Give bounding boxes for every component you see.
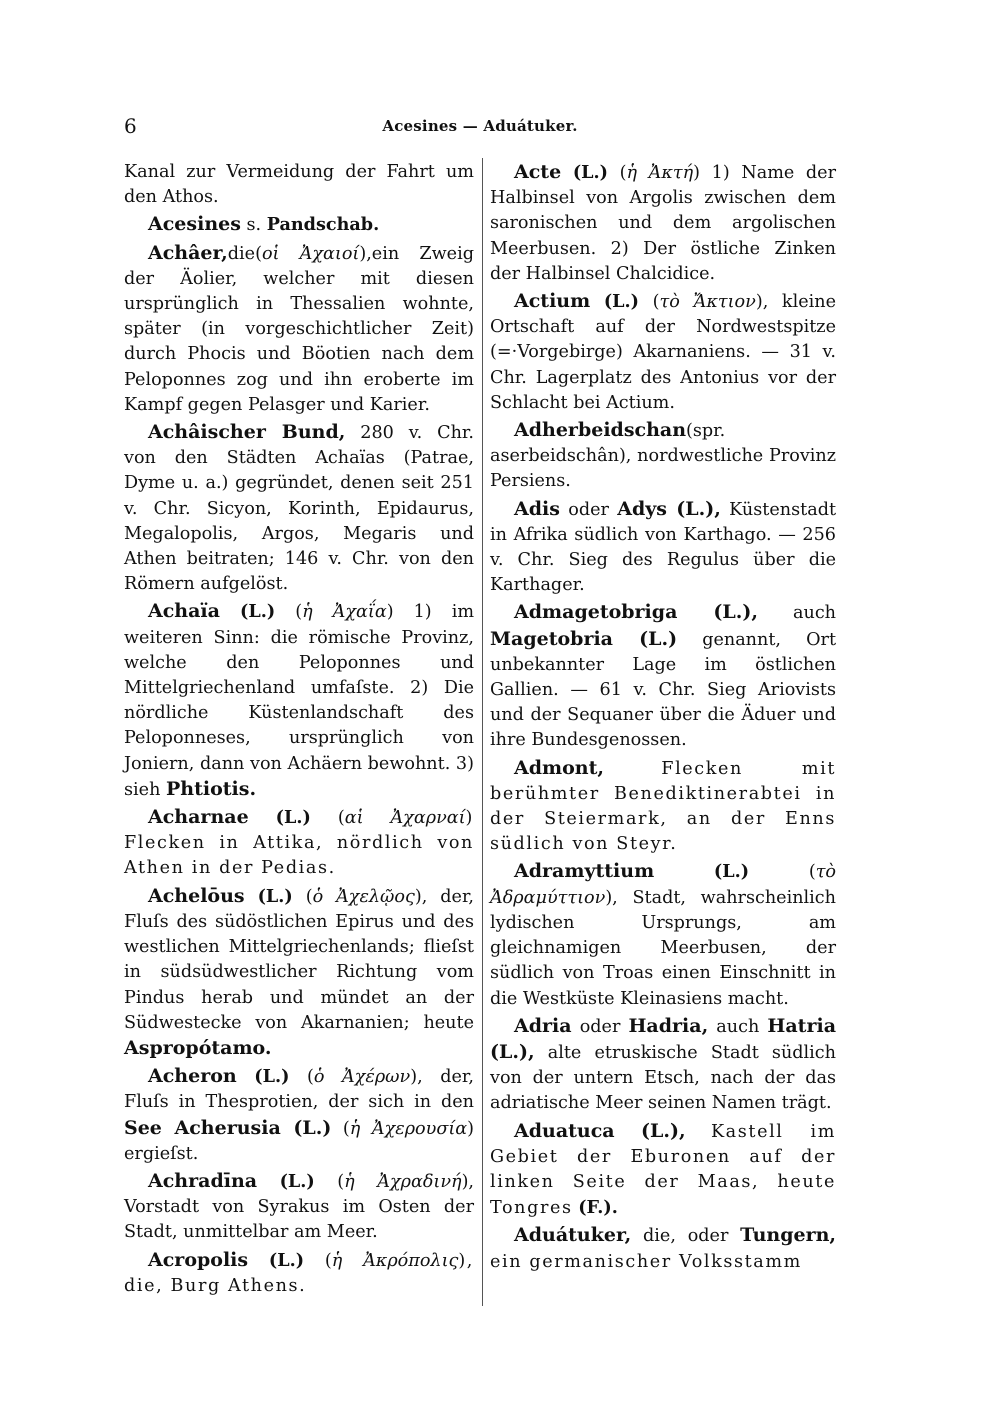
headword: Adherbeidschan — [514, 419, 687, 442]
headword: Acte — [514, 161, 562, 183]
headword: Acropolis — [148, 1248, 249, 1271]
origin-tag: (L.) — [257, 885, 293, 907]
entry-adherbeidschan — [490, 418, 836, 495]
right-column — [490, 160, 836, 1275]
greek-term: ὁ Ἀχέρων — [313, 1067, 411, 1088]
headword-variant: Hadria, — [628, 1014, 709, 1037]
entry-text: Flecken mit berühmter Benediktinerabtei in der Steiermark, an der Enns südlich von Steyr. — [490, 758, 836, 855]
entry-text: alte etruskische Stadt südlich von der untern Etsch, nach der das adriatische Meer seinen Namen trägt. — [490, 1042, 836, 1114]
entry-text: ), der, Fluſs in Thesprotien, der sich in den — [124, 1067, 474, 1113]
entry-text: Küstenstadt in Afrika südlich von Karthago. — 256 v. Chr. Sieg des Regulus über die Karthager. — [490, 499, 837, 596]
greek-term: ἡ Ἀκτή — [626, 163, 694, 183]
entry-achradina — [124, 1169, 474, 1246]
headword: Aduatuca (L.), — [514, 1119, 686, 1142]
entry-achaeischer-bund — [124, 420, 474, 597]
headword: Adria — [514, 1014, 572, 1037]
entry-text: ( — [324, 1250, 332, 1271]
headword-variant: Adys (L.), — [617, 497, 721, 520]
entry-achaer — [124, 241, 474, 418]
headword: Achradīna — [148, 1169, 258, 1192]
greek-term: αἱ Ἀχαρναί — [344, 808, 466, 829]
cross-reference: Phtiotis. — [166, 777, 257, 800]
entry-achaia — [124, 599, 474, 803]
entry-adramyttium — [490, 859, 836, 1011]
entry-text: Kanal zur Vermeidung der Fahrt um den Athos. — [124, 162, 474, 208]
entry-text: oder — [579, 1016, 621, 1037]
entry-text: ), Stadt, wahrscheinlich lydischen Ursprungs, am gleichnamigen Meerbusen, der südlich von Troas einen Einschnitt in die Westküste Kleinasiens macht. — [490, 887, 836, 1009]
headword: Achâischer Bund, — [148, 421, 346, 444]
origin-tag: (L.) — [240, 601, 276, 623]
entry-achelous — [124, 884, 474, 1062]
entry-text: ), kleine Ortschaft auf der Nordwestspitze (=·Vorgebirge) Akarnaniens. — 31 v. Chr. Lagerplatz des Antonius vor der Schlacht bei Actium. — [490, 292, 836, 413]
entry-aduatuker — [490, 1223, 836, 1274]
headword: Actium — [514, 290, 591, 313]
entry-text: die, oder — [643, 1226, 729, 1247]
entry-text: ), Vorstadt von Syrakus im Osten der Stadt, unmittelbar am Meer. — [124, 1171, 475, 1243]
headword-variant: Tungern, — [740, 1224, 837, 1247]
entry-text: ( — [619, 163, 627, 183]
headword-variant: Hatria (L.), — [490, 1014, 836, 1063]
entry-text: ),ein Zweig der Äolier, welcher mit diesen ursprünglich in Thessalien wohnte, später (in vorgeschichtlicher Zeit) durch Phocis und Böotien nach dem Peloponnes zog und ihn eroberte im Kampf gegen Pelasger und Karier. — [124, 243, 474, 415]
entry-adria — [490, 1014, 836, 1117]
entry-acharnae — [124, 805, 474, 882]
entry-text: (spr. aserbeidschân), nordwestliche Provinz Persiens. — [490, 421, 836, 492]
entry-text: ( — [808, 862, 816, 883]
entry-admont — [490, 756, 836, 858]
entry-text: auch — [716, 1016, 760, 1037]
greek-term: ὁ Ἀχελῷος — [312, 886, 415, 907]
entry-text: ), der, Fluſs des südöstlichen Epirus und des westlichen Mittelgriechenlands; flieſst in südsüdwestlicher Richtung vom Pindus herab und mündet an der Südwestecke von Akarnanien; heute — [124, 886, 475, 1033]
entry-acheron — [124, 1064, 474, 1167]
origin-tag: (L.) — [254, 1066, 290, 1088]
entry-text: 280 v. Chr. von den Städten Achaïas (Patrae, Dyme u. a.) gegründet, denen seit 251 v. Chr. Sicyon, Korinth, Epidaurus, Megalopolis, Argos, Megaris und Athen beitraten; 146 v. Chr. von den Römern aufgelöst. — [124, 423, 474, 595]
entry-text: genannt, Ort unbekannter Lage im östlichen Gallien. — 61 v. Chr. Sieg Ariovists und der Sequaner über die Äduer und ihre Bundesgenossen. — [490, 629, 837, 751]
headword: Achelōus — [148, 884, 245, 907]
entry-continuation — [124, 160, 474, 210]
entry-actium — [490, 289, 836, 416]
headword: Achaïa — [148, 600, 220, 623]
headword: Adis — [514, 497, 560, 520]
running-head: Acesines — Aduátuker. — [382, 117, 578, 135]
origin-tag: (L.) — [713, 861, 750, 883]
greek-term: τὸ Ἄκτιον — [659, 292, 756, 313]
greek-term: οἱ Ἀχαιοί — [261, 243, 360, 264]
origin-tag: (L.) — [268, 1249, 305, 1271]
entry-text: ( — [337, 808, 345, 829]
entry-text: ( — [305, 886, 313, 907]
entry-text: Kastell im Gebiet der Eburonen auf der linken Seite der Maas, heute Tongres — [490, 1121, 836, 1219]
entry-text: ( — [337, 1171, 345, 1192]
entry-text: die( — [227, 243, 262, 264]
entry-text: ) 1) Name der Halbinsel von Argolis zwischen dem saronischen und dem argolischen Meerbusen. 2) Der östliche Zinken der Halbinsel Chalcidice. — [490, 163, 837, 284]
entry-text: ) Flecken in Attika, nördlich von Athen in der Pedias. — [124, 808, 475, 879]
headword: Adramyttium — [514, 860, 655, 883]
greek-term: ἡ Ἀχαΐα — [302, 602, 387, 623]
entry-text: ), die, Burg Athens. — [124, 1250, 475, 1296]
greek-term: ἡ Ἀκρόπολις — [331, 1250, 459, 1271]
origin-tag: (L.) — [572, 162, 608, 183]
entry-text: ) ergieſst. — [124, 1118, 474, 1164]
left-column — [124, 160, 474, 1299]
cross-reference: Aspropótamo. — [124, 1036, 272, 1059]
entry-text: ( — [307, 1067, 314, 1088]
entry-text: ) 1) im weiteren Sinn: die römische Provinz, welche den Peloponnes und Mittelgriechenland umfaſste. 2) Die nördliche Küstenlandschaft des Peloponneses, ursprünglich von Joniern, dann von Achäern bewohnt. 3) sieh — [124, 602, 475, 800]
entry-text: ( — [295, 602, 303, 623]
entry-text: auch — [793, 603, 837, 624]
entry-admagetobriga — [490, 600, 836, 753]
headword: Acesines — [148, 213, 241, 236]
cross-reference: See Acherusia (L.) — [124, 1116, 332, 1139]
cross-reference: Pandschab. — [266, 214, 380, 236]
origin-tag: (F.). — [578, 1197, 618, 1219]
origin-tag: (L.) — [603, 291, 640, 313]
entry-text: ( — [652, 292, 660, 313]
headword-variant: Magetobria (L.) — [490, 627, 678, 650]
origin-tag: (L.) — [279, 1170, 315, 1192]
headword: Aduátuker, — [514, 1224, 632, 1247]
entry-text: s. — [246, 215, 262, 236]
page-header — [124, 114, 836, 140]
greek-term: τὸ Ἀδραμύττιον — [490, 862, 837, 908]
origin-tag: (L.) — [275, 807, 311, 829]
headword: Acheron — [148, 1065, 237, 1088]
entry-text: ( — [342, 1118, 350, 1139]
entry-acesines — [124, 212, 474, 238]
entry-text: oder — [568, 499, 609, 520]
entry-acropolis — [124, 1248, 474, 1299]
column-divider — [482, 158, 483, 1306]
greek-term: ἡ Ἀχραδινή — [344, 1171, 462, 1192]
headword: Acharnae — [148, 806, 249, 829]
headword: Achâer, — [148, 241, 228, 264]
headword: Admont, — [514, 756, 605, 779]
greek-term: ἡ Ἀχερουσία — [349, 1118, 468, 1139]
entry-aduatuca — [490, 1119, 836, 1222]
entry-acte — [490, 160, 836, 287]
headword: Admagetobriga (L.), — [514, 601, 758, 624]
entry-text: ein germanischer Volksstamm — [490, 1251, 802, 1272]
entry-adis — [490, 497, 836, 599]
page-number: 6 — [124, 114, 137, 138]
